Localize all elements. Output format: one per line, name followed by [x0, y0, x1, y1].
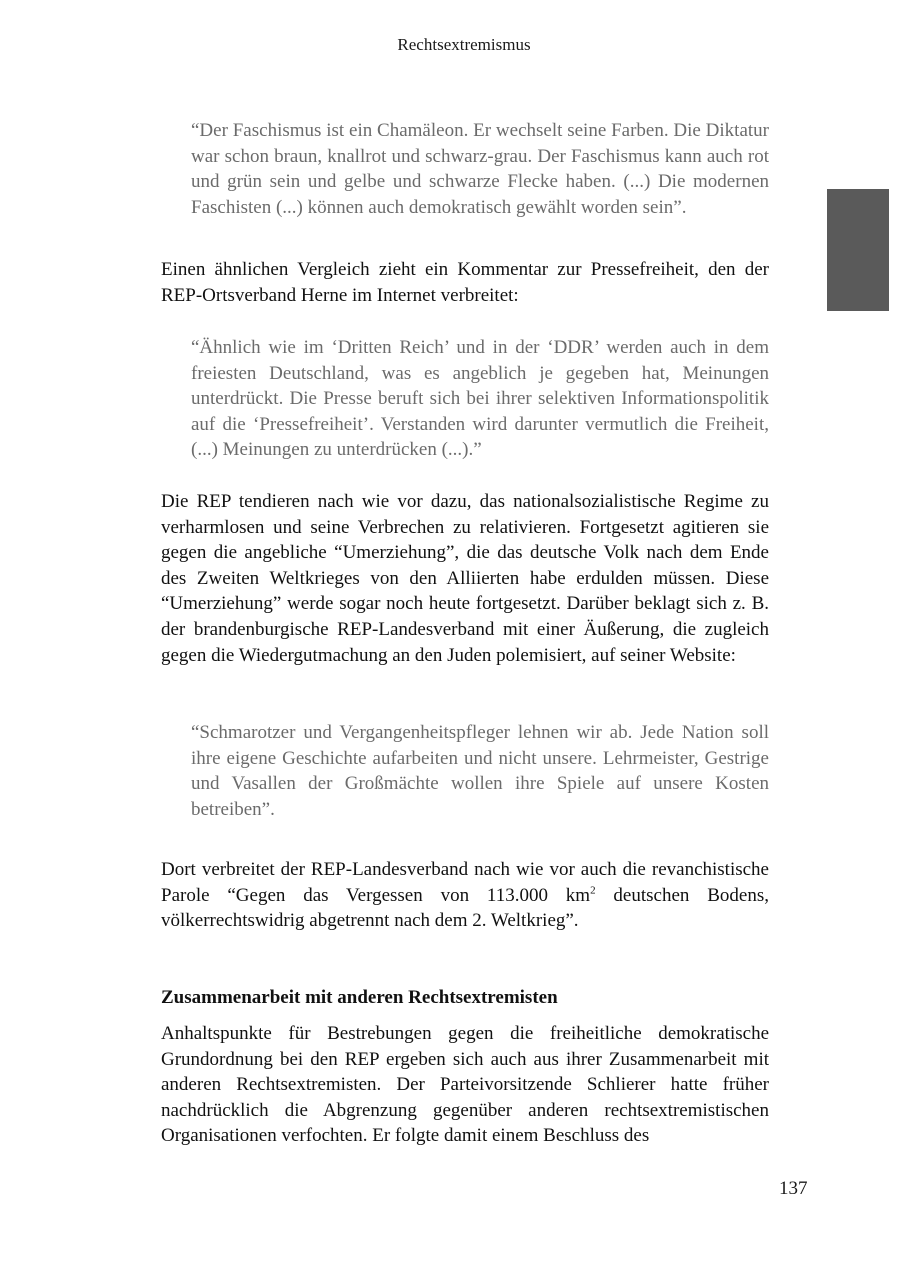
running-head: Rechtsextremismus	[397, 35, 531, 54]
section-heading: Zusammenarbeit mit anderen Rechtsextremisten	[161, 987, 558, 1008]
paragraph-reeducation: Die REP tendieren nach wie vor dazu, das nationalsozialistische Regime zu verharmlosen und seine Verbrechen zu relativieren. Fortgesetzt agitieren sie gegen die angebliche “Umerziehung”, die das deutsche Volk nach dem Ende des Zweiten Weltkrieges von den Alliierten habe erdulden müssen. Diese “Umerziehung” werde sogar noch heute fortgesetzt. Darüber beklagt sich z. B. der brandenburgische REP-Landesverband mit einer Äußerung, die zugleich gegen die Wiedergutmachung an den Juden polemisiert, auf seiner Website:	[161, 491, 769, 666]
chapter-thumb-tab	[827, 189, 889, 311]
quote-fascism-chameleon: “Der Faschismus ist ein Chamäleon. Er wechselt seine Farben. Die Diktatur war schon braun, knallrot und schwarz-grau. Der Faschismus kann auch rot und grün sein und gelbe und schwarze Flecke haben. (...) Die modernen Faschisten (...) können auch demokratisch gewählt worden sein”.	[191, 120, 769, 218]
paragraph-press-freedom-comparison: Einen ähnlichen Vergleich zieht ein Kommentar zur Pressefreiheit, den der REP-Ortsverband Herne im Internet verbreitet:	[161, 259, 769, 306]
quote-press-freedom: “Ähnlich wie im ‘Dritten Reich’ und in der ‘DDR’ werden auch in dem freiesten Deutschland, was es angeblich je gegeben hat, Meinungen unterdrückt. Die Presse beruft sich bei ihrer selektiven Informationspolitik auf die ‘Pressefreiheit’. Verstanden wird darunter vermutlich die Freiheit, (...) Meinungen zu unterdrücken (...).”	[191, 337, 769, 461]
paragraph-cooperation: Anhaltspunkte für Bestrebungen gegen die freiheitliche demokratische Grundordnung bei den REP ergeben sich auch aus ihrer Zusammenarbeit mit anderen Rechtsextremisten. Der Parteivorsitzende Schlierer hatte früher nachdrücklich die Abgrenzung gegenüber anderen rechtsextremistischen Organisationen verfochten. Er folgte damit einem Beschluss des	[161, 1023, 769, 1147]
superscript-square: 2	[590, 884, 596, 897]
paragraph-revanchist-slogan-part1: Dort verbreitet der REP-Landesverband nach wie vor auch die revanchistische Parole “Gegen das Vergessen von 113.000 km	[161, 859, 769, 906]
page-number: 137	[779, 1178, 808, 1199]
quote-parasites: “Schmarotzer und Vergangenheitspfleger lehnen wir ab. Jede Nation soll ihre eigene Geschichte aufarbeiten und nicht unsere. Lehrmeister, Gestrige und Vasallen der Großmächte wollen ihre Spiele auf unsere Kosten betreiben”.	[191, 722, 769, 820]
paragraph-revanchist-slogan-part2: deutschen Bodens, völkerrechtswidrig abgetrennt nach dem 2. Weltkrieg”.	[161, 884, 769, 932]
paragraph-revanchist-slogan	[161, 857, 769, 934]
